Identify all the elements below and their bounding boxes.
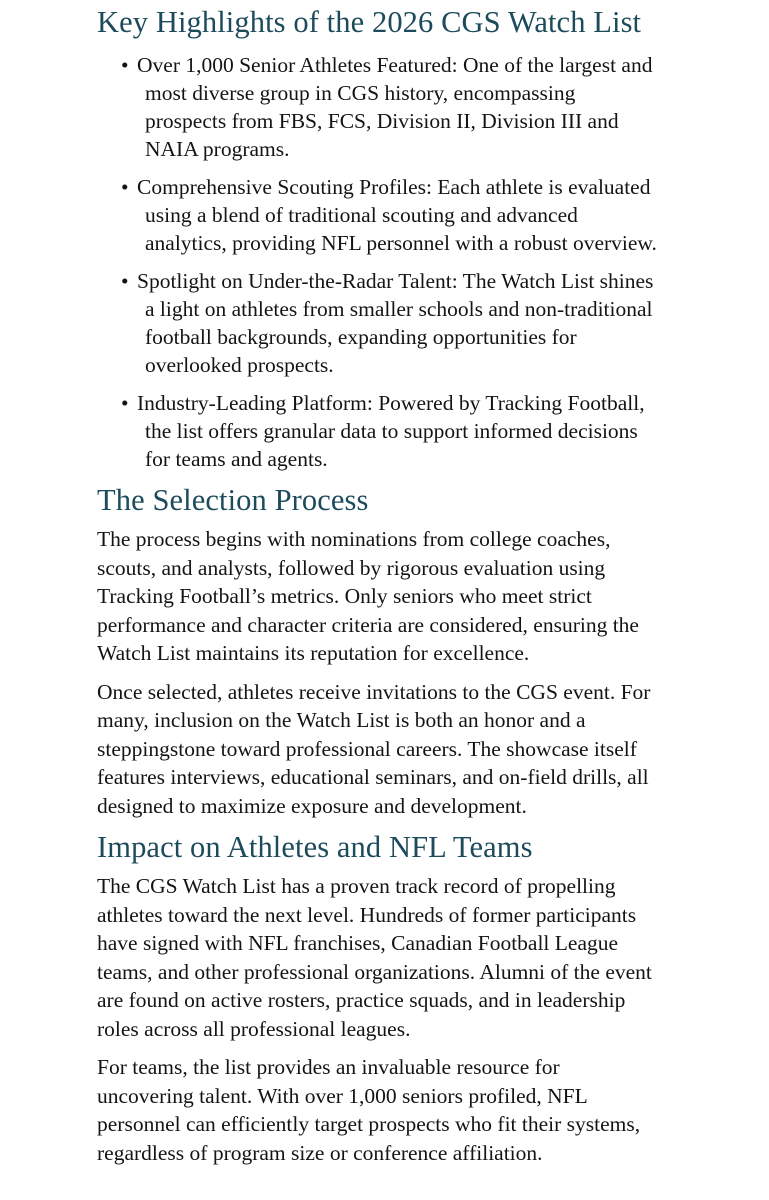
selection-paragraph	[97, 525, 747, 668]
highlight-item	[97, 389, 737, 473]
highlight-line: overlooked prospects.	[145, 353, 334, 377]
highlight-line: for teams and agents.	[145, 447, 328, 471]
bullet-icon: •	[121, 391, 129, 415]
highlight-line: NAIA programs.	[145, 137, 290, 161]
highlight-line: using a blend of traditional scouting and advanced	[145, 203, 578, 227]
paragraph-line: steppingstone toward professional careers. The showcase itself	[97, 736, 637, 761]
highlight-line: Comprehensive Scouting Profiles: Each athlete is evaluated	[137, 175, 651, 199]
impact-heading: Impact on Athletes and NFL Teams	[97, 830, 533, 864]
paragraph-line: Watch List maintains its reputation for excellence.	[97, 641, 530, 665]
bullet-icon: •	[121, 175, 129, 199]
highlight-item	[97, 267, 737, 379]
highlight-line: Spotlight on Under-the-Radar Talent: The Watch List shines	[137, 269, 654, 293]
paragraph-line: regardless of program size or conference affiliation.	[97, 1140, 543, 1165]
paragraph-line: The process begins with nominations from college coaches,	[97, 527, 611, 551]
highlights-heading: Key Highlights of the 2026 CGS Watch List	[97, 5, 642, 39]
highlight-line: the list offers granular data to support informed decisions	[145, 419, 638, 443]
paragraph-line: athletes toward the next level. Hundreds of former participants	[97, 902, 637, 927]
paragraph-line: scouts, and analysts, followed by rigorous evaluation using	[97, 555, 606, 580]
paragraph-line: Once selected, athletes receive invitations to the CGS event. For	[97, 679, 651, 704]
paragraph-line: The CGS Watch List has a proven track record of propelling	[97, 874, 616, 898]
highlight-line: prospects from FBS, FCS, Division II, Division III and	[145, 109, 619, 133]
paragraph-line: have signed with NFL franchises, Canadian Football League	[97, 931, 619, 955]
paragraph-line: personnel can efficiently target prospects who fit their systems,	[97, 1112, 641, 1136]
highlight-line: Industry-Leading Platform: Powered by Tracking Football,	[137, 391, 645, 415]
highlight-line: most diverse group in CGS history, encompassing	[145, 81, 576, 105]
paragraph-line: uncovering talent. With over 1,000 seniors profiled, NFL	[97, 1083, 588, 1108]
highlight-line: football backgrounds, expanding opportunities for	[145, 325, 577, 349]
impact-paragraph	[97, 872, 747, 1043]
selection-paragraph	[97, 678, 747, 821]
paragraph-line: For teams, the list provides an invaluable resource for	[97, 1055, 560, 1079]
highlight-item	[97, 51, 737, 163]
paragraph-line: Tracking Football’s metrics. Only seniors who meet strict	[97, 584, 592, 608]
highlight-line: analytics, providing NFL personnel with a robust overview.	[145, 231, 657, 255]
highlight-line: a light on athletes from smaller schools and non-traditional	[145, 297, 653, 321]
highlights-list	[97, 51, 769, 473]
paragraph-line: designed to maximize exposure and development.	[97, 793, 527, 818]
highlight-item	[97, 173, 737, 257]
paragraph-line: many, inclusion on the Watch List is both an honor and a	[97, 708, 586, 732]
paragraph-line: teams, and other professional organizations. Alumni of the event	[97, 959, 652, 984]
paragraph-line: are found on active rosters, practice squads, and in leadership	[97, 988, 626, 1012]
paragraph-line: performance and character criteria are considered, ensuring the	[97, 612, 639, 637]
bullet-icon: •	[121, 269, 129, 293]
paragraph-line: features interviews, educational seminars, and on-field drills, all	[97, 765, 649, 789]
impact-paragraph	[97, 1053, 747, 1167]
selection-heading: The Selection Process	[97, 483, 369, 517]
bullet-icon: •	[121, 53, 129, 77]
highlight-line: Over 1,000 Senior Athletes Featured: One of the largest and	[137, 53, 653, 77]
paragraph-line: roles across all professional leagues.	[97, 1016, 411, 1041]
